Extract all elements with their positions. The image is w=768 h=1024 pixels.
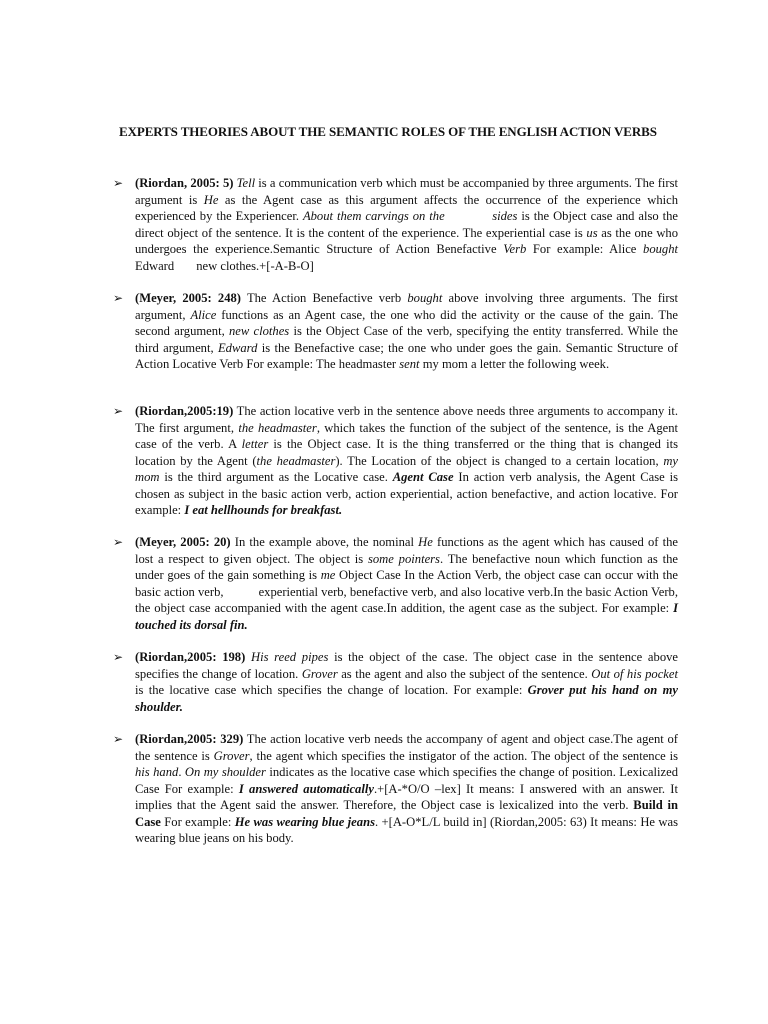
list-item: [113, 175, 679, 274]
italic-term: He: [203, 192, 219, 207]
italic-term: Tell: [236, 176, 256, 190]
italic-term: the headmaster: [238, 420, 317, 435]
text-run: . +[A-O*L/L build in] (Riordan,2005: 63) It means: He was wearing blue jeans on his body.: [135, 814, 678, 845]
text-run: is the Benefactive case; the one who under goes the gain. Semantic Structure of Action Locative Verb For example: The headmaster: [135, 340, 678, 371]
arrow-bullet-icon: ➢: [113, 176, 124, 190]
italic-term: He: [418, 535, 433, 549]
italic-term: some pointers: [367, 551, 440, 566]
text-run: In the example above, the nominal: [230, 535, 419, 549]
italic-term: Grover: [301, 666, 338, 681]
text-run: The Action Benefactive verb: [240, 291, 408, 305]
text-run: is a communication verb which must be accompanied by three arguments. The first argument is: [135, 176, 678, 207]
italic-term: the headmaster: [256, 453, 336, 468]
italic-term: bought: [407, 291, 443, 305]
text-run: [445, 209, 493, 223]
italic-term: new clothes: [228, 324, 290, 338]
text-run: The action locative verb in the sentence above needs three arguments to accompany it. The first argument,: [135, 404, 678, 435]
text-run: is the object of the case. The object case in the sentence above specifies the change of location.: [135, 650, 679, 681]
italic-term: us: [586, 225, 598, 240]
text-run: .+[A-*O/O –lex] It means: I answered with an answer. It implies that the Agent said the answer. Therefore, the Object case is lexicalized into the verb.: [135, 781, 678, 812]
example-sentence: I eat hellhounds for breakfast.: [184, 503, 343, 517]
arrow-bullet-icon: ➢: [113, 404, 124, 418]
text-run: is the Object case. It is the thing transferred or the thing that is changed its location by the Agent (: [135, 437, 678, 468]
bold-term: Build in Case: [135, 798, 678, 829]
text-run: indicates as the locative case which specifies the change of position. Lexicalized Case For example:: [135, 765, 678, 796]
arrow-bullet-icon: ➢: [113, 291, 124, 305]
text-run: as the agent and also the subject of the sentence.: [337, 666, 592, 681]
italic-term: my mom: [135, 453, 678, 484]
example-sentence: I touched its dorsal fin.: [135, 601, 678, 632]
text-run: new clothes.+[-A-B-O]: [196, 258, 314, 273]
italic-term: Grover: [213, 748, 250, 763]
italic-term: Verb: [503, 242, 527, 256]
list-item: [113, 534, 679, 633]
italic-term: letter: [241, 437, 269, 451]
text-run: , the agent which specifies the instigator of the action. The object of the sentence is: [249, 748, 678, 763]
text-run: experiential verb, benefactive verb, and also locative verb.In the basic Action Verb, the object case accompanied with the agent case.In addition, the agent case as the subject. For example:: [135, 584, 678, 615]
text-run: In action verb analysis, the Agent Case is chosen as subject in the basic action verb, action experiential, action benefactive, and action locative. For example:: [135, 470, 678, 517]
text-run: For example: Alice: [526, 242, 644, 256]
arrow-bullet-icon: ➢: [113, 732, 124, 746]
italic-term: bought: [643, 242, 679, 256]
text-run: .: [178, 765, 185, 779]
italic-term: Alice: [190, 307, 217, 322]
text-run: is the third argument as the Locative case.: [159, 470, 393, 484]
text-run: [224, 585, 259, 599]
italic-term: Out of his pocket: [591, 666, 678, 681]
entry-text: [135, 404, 678, 517]
citation: (Riordan, 2005: 5): [135, 176, 234, 190]
italic-term: About them carvings on the: [302, 209, 445, 223]
italic-term: His reed pipes: [251, 650, 329, 664]
italic-term: me: [320, 568, 336, 582]
text-run: is the locative case which specifies the change of location. For example:: [135, 683, 528, 697]
text-run: is the Object Case of the verb, specifying the entity transferred. While the third argument,: [135, 324, 679, 355]
entry-text: [135, 176, 678, 273]
list-item: [113, 649, 679, 715]
citation: (Meyer, 2005: 20): [135, 535, 231, 549]
document-title: EXPERTS THEORIES ABOUT THE SEMANTIC ROLES OF THE ENGLISH ACTION VERBS: [119, 124, 657, 139]
text-run: as the Agent case as this argument affects the occurrence of the experience which experienced by the Experiencer.: [135, 192, 679, 223]
text-run: The action locative verb needs the accompany of agent and object case.The agent of the sentence is: [135, 732, 678, 763]
text-run: functions as the agent which has caused of the lost a respect to given object. The object is: [135, 535, 678, 566]
arrow-bullet-icon: ➢: [113, 650, 124, 664]
text-run: above involving three arguments. The first argument,: [135, 291, 678, 322]
example-sentence: I answered automatically: [238, 781, 374, 796]
text-run: Edward: [135, 258, 175, 273]
text-run: . The benefactive noun which function as the under goes of the gain something is: [135, 551, 679, 582]
text-run: functions as an Agent case, the one who did the activity or the cause of the gain. The second argument,: [135, 307, 678, 338]
example-sentence: Grover put his hand on my shoulder.: [135, 683, 678, 714]
list-item: [113, 403, 678, 519]
arrow-bullet-icon: ➢: [113, 535, 124, 549]
citation: (Meyer, 2005: 248): [135, 291, 241, 305]
text-run: my mom a letter the following week.: [419, 357, 610, 371]
text-run: For example:: [160, 814, 235, 829]
entry-text: [135, 732, 678, 845]
text-run: as the one who undergoes the experience.Semantic Structure of Action Benefactive: [135, 225, 679, 256]
italic-term: his hand: [135, 765, 179, 779]
example-sentence: Agent Case: [392, 470, 454, 484]
text-run: [174, 259, 196, 273]
italic-term: Edward: [217, 340, 258, 355]
example-sentence: He was wearing blue jeans: [234, 814, 375, 829]
italic-term: sides: [492, 209, 518, 223]
list-item: [113, 290, 679, 373]
entry-text: [135, 535, 678, 632]
italic-term: sent: [399, 357, 420, 371]
italic-term: On my shoulder: [184, 765, 266, 779]
list-item: [113, 731, 678, 847]
text-run: , which takes the function of the subject of the sentence, is the Agent case of the verb. A: [135, 420, 678, 451]
citation: (Riordan,2005:19): [135, 404, 234, 418]
citation: (Riordan,2005: 329): [135, 732, 244, 746]
citation: (Riordan,2005: 198): [135, 650, 246, 664]
text-run: Object Case In the Action Verb, the object case can occur with the basic action verb,: [135, 568, 679, 599]
text-run: ). The Location of the object is changed to a certain location,: [335, 453, 664, 468]
text-run: is the Object case and also the direct object of the sentence. It is the content of the experience. The experiential case is: [135, 209, 679, 240]
